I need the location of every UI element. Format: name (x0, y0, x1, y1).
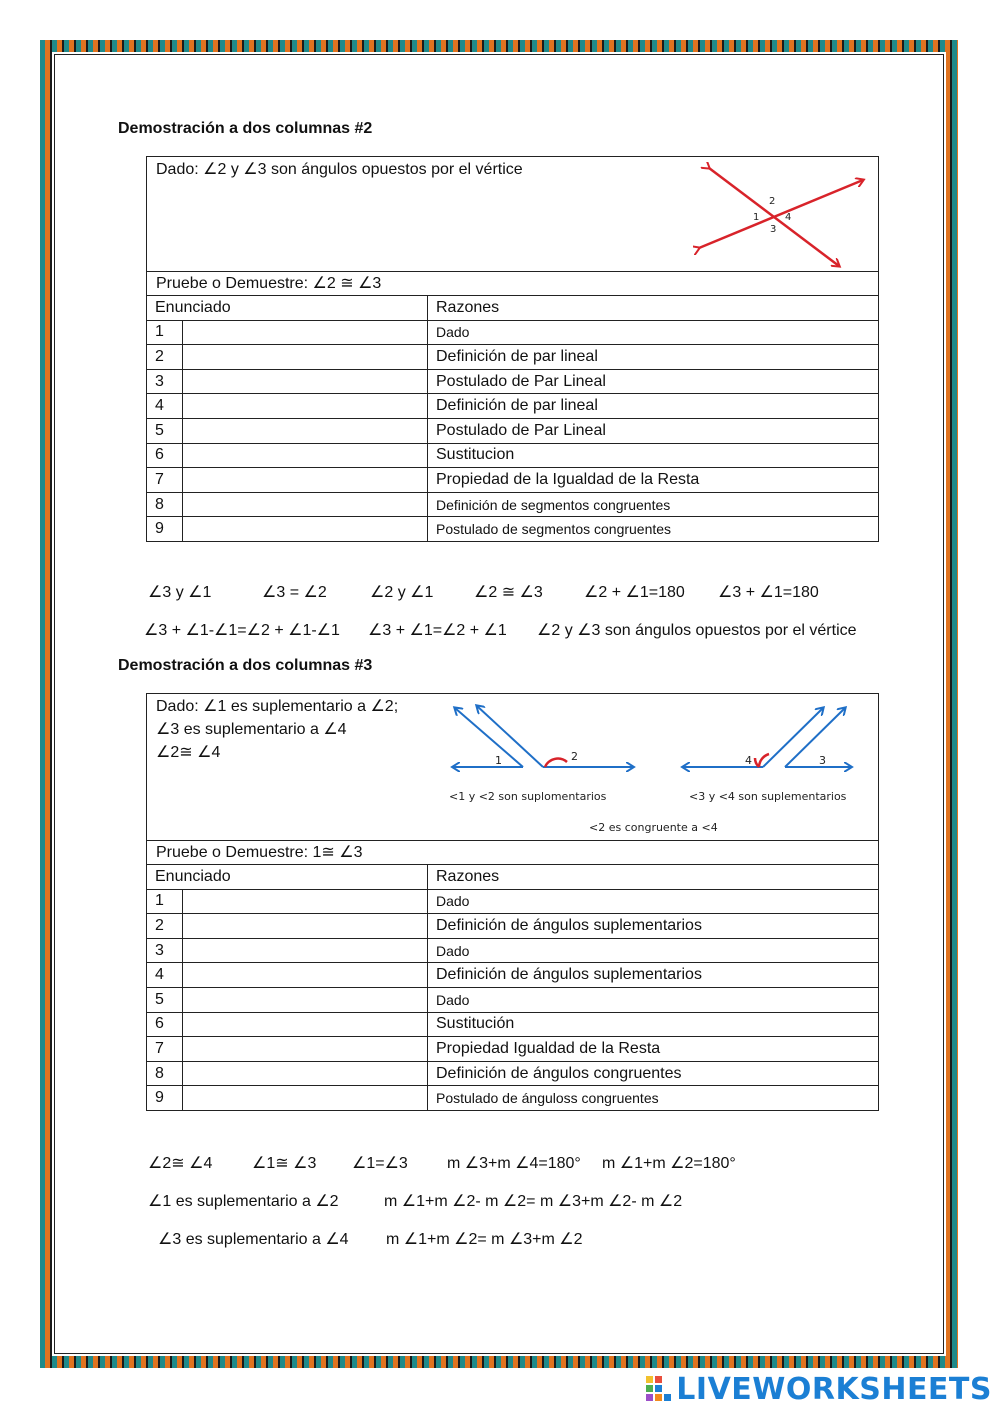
fig3-caption-left: <1 y <2 son suplomentarios (449, 790, 607, 803)
row-number: 3 (147, 369, 183, 394)
statement-drop-slot[interactable] (183, 1037, 428, 1062)
answer-chip[interactable]: ∠2 ≅ ∠3 (474, 584, 543, 601)
row-number: 6 (147, 443, 183, 468)
section3-given-text (156, 695, 398, 764)
section2-given-text: Dado: ∠2 y ∠3 son ángulos opuestos por el vértice (156, 161, 523, 178)
answer-chip[interactable]: m ∠1+m ∠2=180° (602, 1155, 736, 1172)
table-row (147, 345, 879, 370)
reason-cell: Postulado de segmentos congruentes (428, 517, 879, 542)
table-row (147, 1086, 879, 1111)
answer-chip[interactable]: m ∠3+m ∠4=180° (447, 1155, 581, 1172)
reason-cell: Propiedad Igualdad de la Resta (428, 1037, 879, 1062)
row-number: 4 (147, 394, 183, 419)
fig2-label-2: 2 (769, 196, 776, 207)
liveworksheets-logo[interactable] (646, 1372, 992, 1407)
row-number: 2 (147, 345, 183, 370)
row-number: 7 (147, 1037, 183, 1062)
answer-chip[interactable]: ∠2 y ∠3 son ángulos opuestos por el vértice (537, 622, 857, 639)
statement-drop-slot[interactable] (183, 443, 428, 468)
row-number: 8 (147, 1061, 183, 1086)
table-row (147, 394, 879, 419)
table-row (147, 320, 879, 345)
reason-cell: Sustitución (428, 1012, 879, 1037)
section3-heading: Demostración a dos columnas #3 (118, 657, 373, 674)
statement-drop-slot[interactable] (183, 1061, 428, 1086)
answer-chip[interactable]: ∠2 + ∠1=180 (584, 584, 685, 601)
statement-drop-slot[interactable] (183, 369, 428, 394)
table-row (147, 938, 879, 963)
row-number: 7 (147, 468, 183, 493)
statement-drop-slot[interactable] (183, 987, 428, 1012)
fig3-label-2: 2 (571, 750, 578, 763)
answer-chip[interactable]: ∠3 = ∠2 (262, 584, 327, 601)
statement-drop-slot[interactable] (183, 963, 428, 988)
row-number: 5 (147, 987, 183, 1012)
statement-drop-slot[interactable] (183, 517, 428, 542)
header-statement: Enunciado (147, 865, 428, 890)
table-header-row (147, 865, 879, 890)
table-row (147, 889, 879, 914)
answer-chip[interactable]: ∠1 es suplementario a ∠2 (148, 1193, 339, 1210)
reason-cell: Propiedad de la Igualdad de la Resta (428, 468, 879, 493)
reason-cell: Dado (428, 938, 879, 963)
given-line: ∠2≅ ∠4 (156, 744, 221, 761)
reason-cell: Definición de par lineal (428, 345, 879, 370)
row-number: 9 (147, 1086, 183, 1111)
logo-grid-icon (646, 1376, 672, 1404)
reason-cell: Dado (428, 987, 879, 1012)
statement-drop-slot[interactable] (183, 320, 428, 345)
fig3-caption-right: <3 y <4 son suplementarios (689, 790, 847, 803)
fig3-caption-bottom: <2 es congruente a <4 (589, 821, 718, 834)
reason-cell: Definición de ángulos suplementarios (428, 963, 879, 988)
statement-drop-slot[interactable] (183, 394, 428, 419)
fig2-label-1: 1 (753, 212, 760, 223)
table-row (147, 517, 879, 542)
fig2-label-3: 3 (770, 224, 777, 235)
reason-cell: Definición de ángulos congruentes (428, 1061, 879, 1086)
answer-chip[interactable]: ∠3 y ∠1 (148, 584, 212, 601)
reason-cell: Definición de segmentos congruentes (428, 492, 879, 517)
section2-heading: Demostración a dos columnas #2 (118, 120, 373, 137)
statement-drop-slot[interactable] (183, 1012, 428, 1037)
section3-proof-table (146, 864, 879, 1111)
statement-drop-slot[interactable] (183, 345, 428, 370)
reason-cell: Postulado de ánguloss congruentes (428, 1086, 879, 1111)
reason-cell: Dado (428, 889, 879, 914)
reason-cell: Definición de par lineal (428, 394, 879, 419)
table-row (147, 468, 879, 493)
table-row (147, 443, 879, 468)
row-number: 4 (147, 963, 183, 988)
statement-drop-slot[interactable] (183, 468, 428, 493)
statement-drop-slot[interactable] (183, 1086, 428, 1111)
fig3-label-3: 3 (819, 754, 826, 767)
reason-cell: Postulado de Par Lineal (428, 418, 879, 443)
header-reasons: Razones (428, 296, 879, 321)
header-reasons: Razones (428, 865, 879, 890)
row-number: 1 (147, 320, 183, 345)
row-number: 3 (147, 938, 183, 963)
answer-chip[interactable]: ∠2 y ∠1 (370, 584, 434, 601)
table-row (147, 963, 879, 988)
fig3-label-4: 4 (745, 754, 752, 767)
table-row (147, 369, 879, 394)
table-row (147, 1061, 879, 1086)
reason-cell: Dado (428, 320, 879, 345)
supplementary-angles-figure (445, 700, 877, 840)
header-statement: Enunciado (147, 296, 428, 321)
answer-chip[interactable]: ∠3 es suplementario a ∠4 (158, 1231, 349, 1248)
table-header-row (147, 296, 879, 321)
table-row (147, 914, 879, 939)
section2-prove: Pruebe o Demuestre: ∠2 ≅ ∠3 (146, 271, 879, 295)
reason-cell: Postulado de Par Lineal (428, 369, 879, 394)
statement-drop-slot[interactable] (183, 889, 428, 914)
vertical-angles-figure (693, 162, 873, 272)
answer-chip[interactable]: ∠2≅ ∠4 (148, 1155, 213, 1172)
row-number: 9 (147, 517, 183, 542)
section3-given-box (146, 693, 879, 840)
row-number: 2 (147, 914, 183, 939)
brand-text: LIVEWORKSHEETS (676, 1372, 992, 1407)
answer-chip[interactable]: ∠3 + ∠1=∠2 + ∠1 (368, 622, 507, 639)
table-row (147, 492, 879, 517)
reason-cell: Definición de ángulos suplementarios (428, 914, 879, 939)
row-number: 5 (147, 418, 183, 443)
answer-chip[interactable]: m ∠1+m ∠2- m ∠2= m ∠3+m ∠2- m ∠2 (384, 1193, 683, 1210)
row-number: 6 (147, 1012, 183, 1037)
reason-cell: Sustitucion (428, 443, 879, 468)
table-row (147, 987, 879, 1012)
answer-chip[interactable]: ∠3 + ∠1=180 (718, 584, 819, 601)
statement-drop-slot[interactable] (183, 914, 428, 939)
fig3-label-1: 1 (495, 754, 502, 767)
section2-proof-table (146, 295, 879, 542)
given-line: Dado: ∠1 es suplementario a ∠2; (156, 698, 399, 715)
table-row (147, 1012, 879, 1037)
answer-chip[interactable]: ∠3 + ∠1-∠1=∠2 + ∠1-∠1 (144, 622, 340, 639)
row-number: 1 (147, 889, 183, 914)
answer-chip[interactable]: m ∠1+m ∠2= m ∠3+m ∠2 (386, 1231, 583, 1248)
section2-given-box (146, 156, 879, 271)
given-line: ∠3 es suplementario a ∠4 (156, 721, 347, 738)
answer-chip[interactable]: ∠1≅ ∠3 (252, 1155, 317, 1172)
table-row (147, 1037, 879, 1062)
section3-prove: Pruebe o Demuestre: 1≅ ∠3 (146, 840, 879, 864)
row-number: 8 (147, 492, 183, 517)
statement-drop-slot[interactable] (183, 938, 428, 963)
statement-drop-slot[interactable] (183, 492, 428, 517)
answer-chip[interactable]: ∠1=∠3 (352, 1155, 408, 1172)
fig2-label-4: 4 (785, 212, 792, 223)
table-row (147, 418, 879, 443)
statement-drop-slot[interactable] (183, 418, 428, 443)
